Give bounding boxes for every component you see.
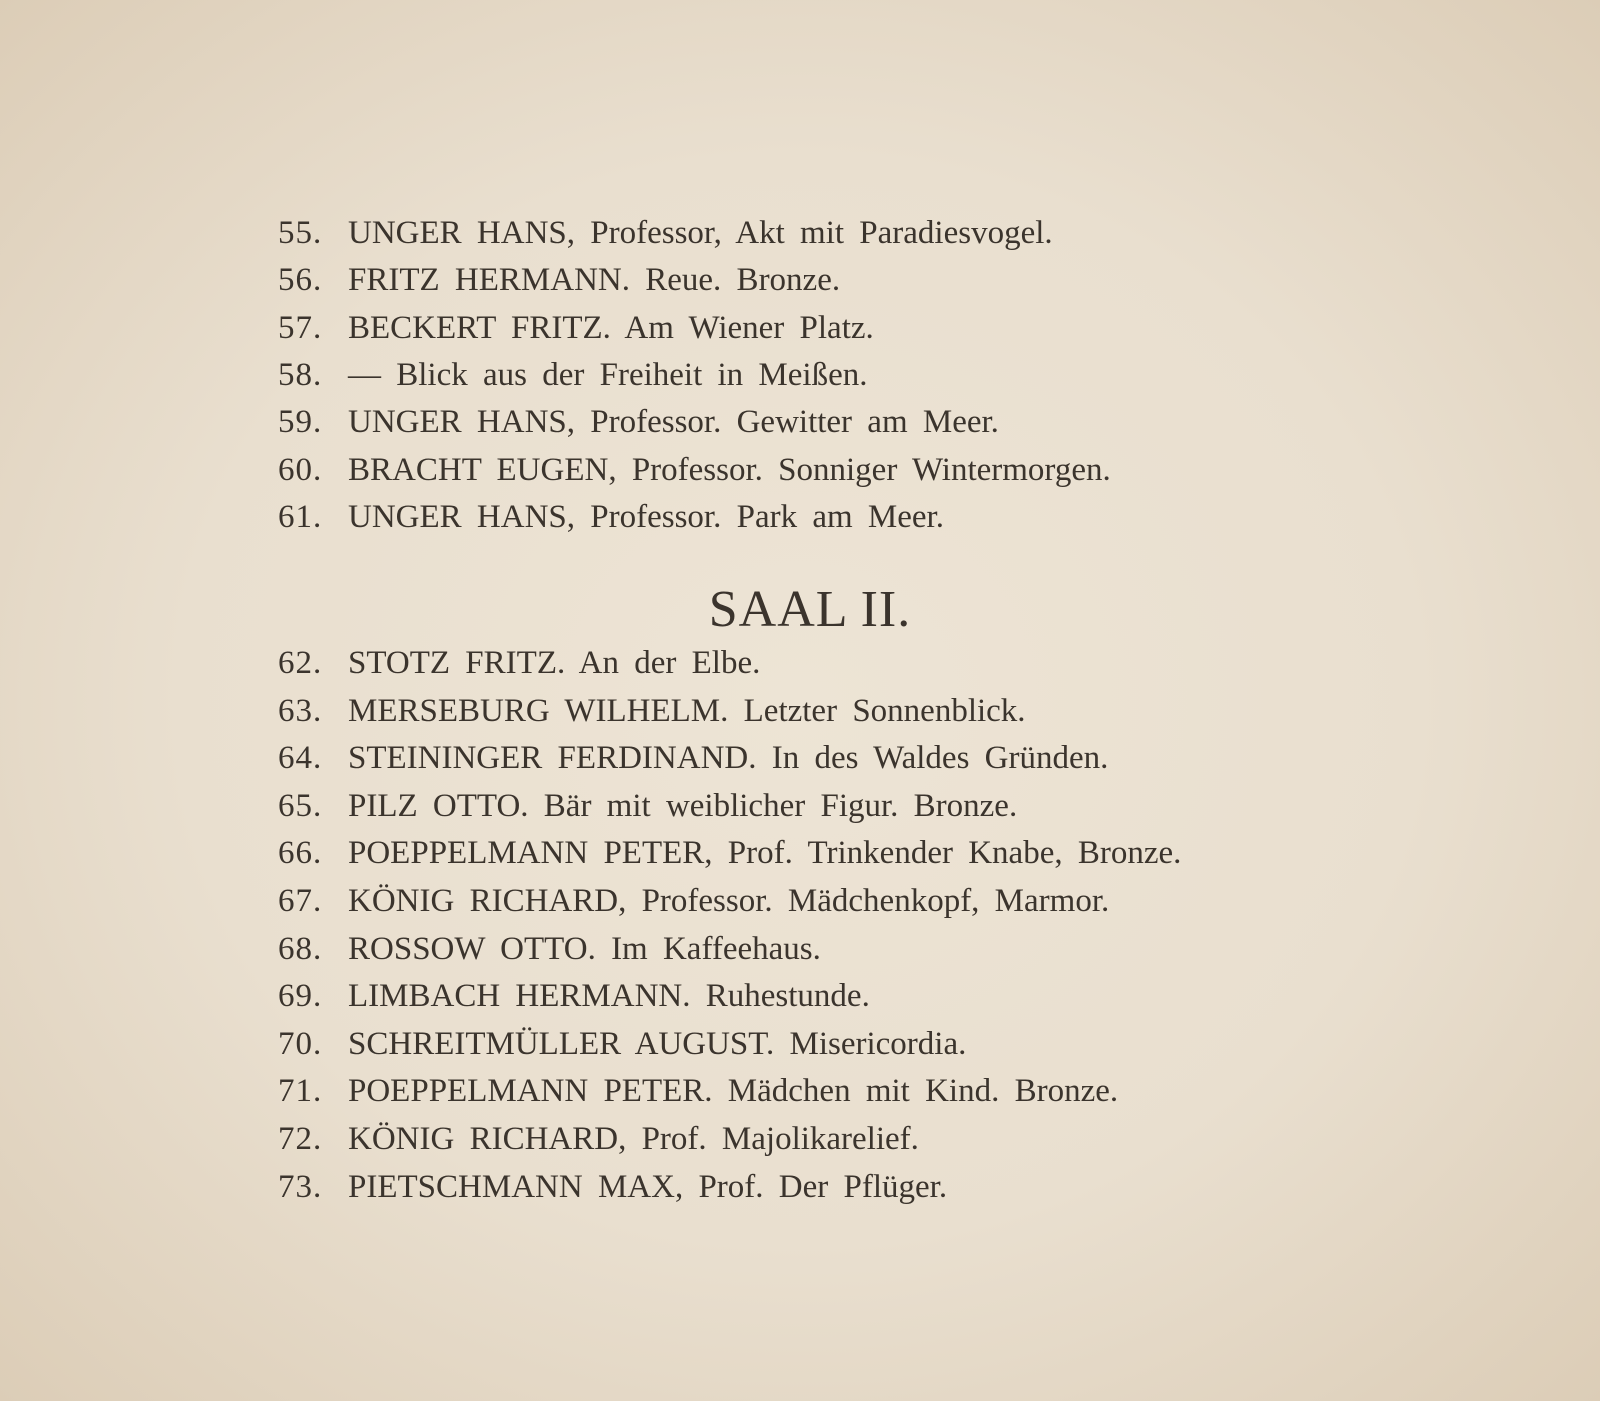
catalog-entry — [278, 639, 760, 687]
entry-text: PIETSCHMANN MAX, Prof. Der Pflüger. — [348, 1168, 948, 1205]
entry-number: 58. — [278, 356, 323, 393]
entry-number: 61. — [278, 498, 323, 535]
entry-text: LIMBACH HERMANN. Ruhestunde. — [348, 978, 870, 1015]
entry-number: 62. — [278, 645, 323, 681]
entry-number: 65. — [278, 787, 323, 824]
entry-number: 59. — [278, 404, 323, 441]
entry-number: 66. — [278, 835, 323, 872]
entry-number: 55. — [278, 215, 323, 251]
entry-text: UNGER HANS, Professor. Gewitter am Meer. — [348, 404, 999, 441]
catalog-entry — [278, 493, 944, 541]
catalog-entry — [278, 256, 840, 304]
catalog-entry — [278, 398, 999, 446]
entry-text: KÖNIG RICHARD, Professor. Mädchenkopf, Marmor. — [348, 883, 1110, 919]
entry-text: UNGER HANS, Professor. Park am Meer. — [348, 498, 944, 535]
entry-text: STEININGER FERDINAND. In des Waldes Gründen. — [348, 740, 1109, 777]
catalog-entry — [278, 304, 874, 352]
entry-text: FRITZ HERMANN. Reue. Bronze. — [348, 262, 841, 299]
entry-text: BRACHT EUGEN, Professor. Sonniger Wintermorgen. — [348, 451, 1111, 488]
entry-text: POEPPELMANN PETER. Mädchen mit Kind. Bronze. — [348, 1073, 1119, 1110]
catalog-entry — [278, 1020, 966, 1068]
entry-text: MERSEBURG WILHELM. Letzter Sonnenblick. — [348, 692, 1026, 729]
entry-number: 72. — [278, 1121, 323, 1157]
entry-number: 70. — [278, 1025, 323, 1062]
entry-text: BECKERT FRITZ. Am Wiener Platz. — [348, 309, 874, 346]
entry-text: ROSSOW OTTO. Im Kaffeehaus. — [348, 930, 821, 967]
catalog-entry — [278, 687, 1026, 735]
catalog-entry — [278, 446, 1111, 494]
section-heading-saal-ii: SAAL II. — [708, 581, 912, 638]
entry-text: KÖNIG RICHARD, Prof. Majolikarelief. — [348, 1121, 919, 1157]
entry-text: SCHREITMÜLLER AUGUST. Misericordia. — [348, 1025, 967, 1062]
entry-number: 73. — [278, 1168, 323, 1205]
catalog-entry — [278, 829, 1181, 877]
entry-text: POEPPELMANN PETER, Prof. Trinkender Knabe, Bronze. — [348, 835, 1182, 872]
entry-number: 60. — [278, 451, 323, 488]
entry-number: 63. — [278, 692, 323, 729]
entry-text: PILZ OTTO. Bär mit weiblicher Figur. Bronze. — [348, 787, 1018, 824]
entry-number: 56. — [278, 262, 323, 299]
entry-number: 69. — [278, 978, 323, 1015]
catalog-entry — [278, 1115, 919, 1163]
catalog-entry — [278, 209, 1053, 257]
catalog-entry — [278, 734, 1108, 782]
entry-number: 64. — [278, 740, 323, 777]
catalog-entry — [278, 1067, 1118, 1115]
entry-number: 57. — [278, 309, 323, 346]
entry-text: UNGER HANS, Professor, Akt mit Paradiesvogel. — [348, 215, 1053, 251]
catalog-entry — [278, 925, 821, 973]
catalog-entry — [278, 877, 1109, 925]
entry-text: STOTZ FRITZ. An der Elbe. — [348, 645, 761, 681]
catalog-entry — [278, 782, 1017, 830]
entry-number: 67. — [278, 883, 323, 919]
entry-number: 71. — [278, 1073, 323, 1110]
entry-text: — Blick aus der Freiheit in Meißen. — [348, 356, 868, 393]
entry-number: 68. — [278, 930, 323, 967]
catalog-entry — [278, 1163, 947, 1211]
catalog-entry — [278, 351, 868, 399]
catalog-entry — [278, 972, 870, 1020]
